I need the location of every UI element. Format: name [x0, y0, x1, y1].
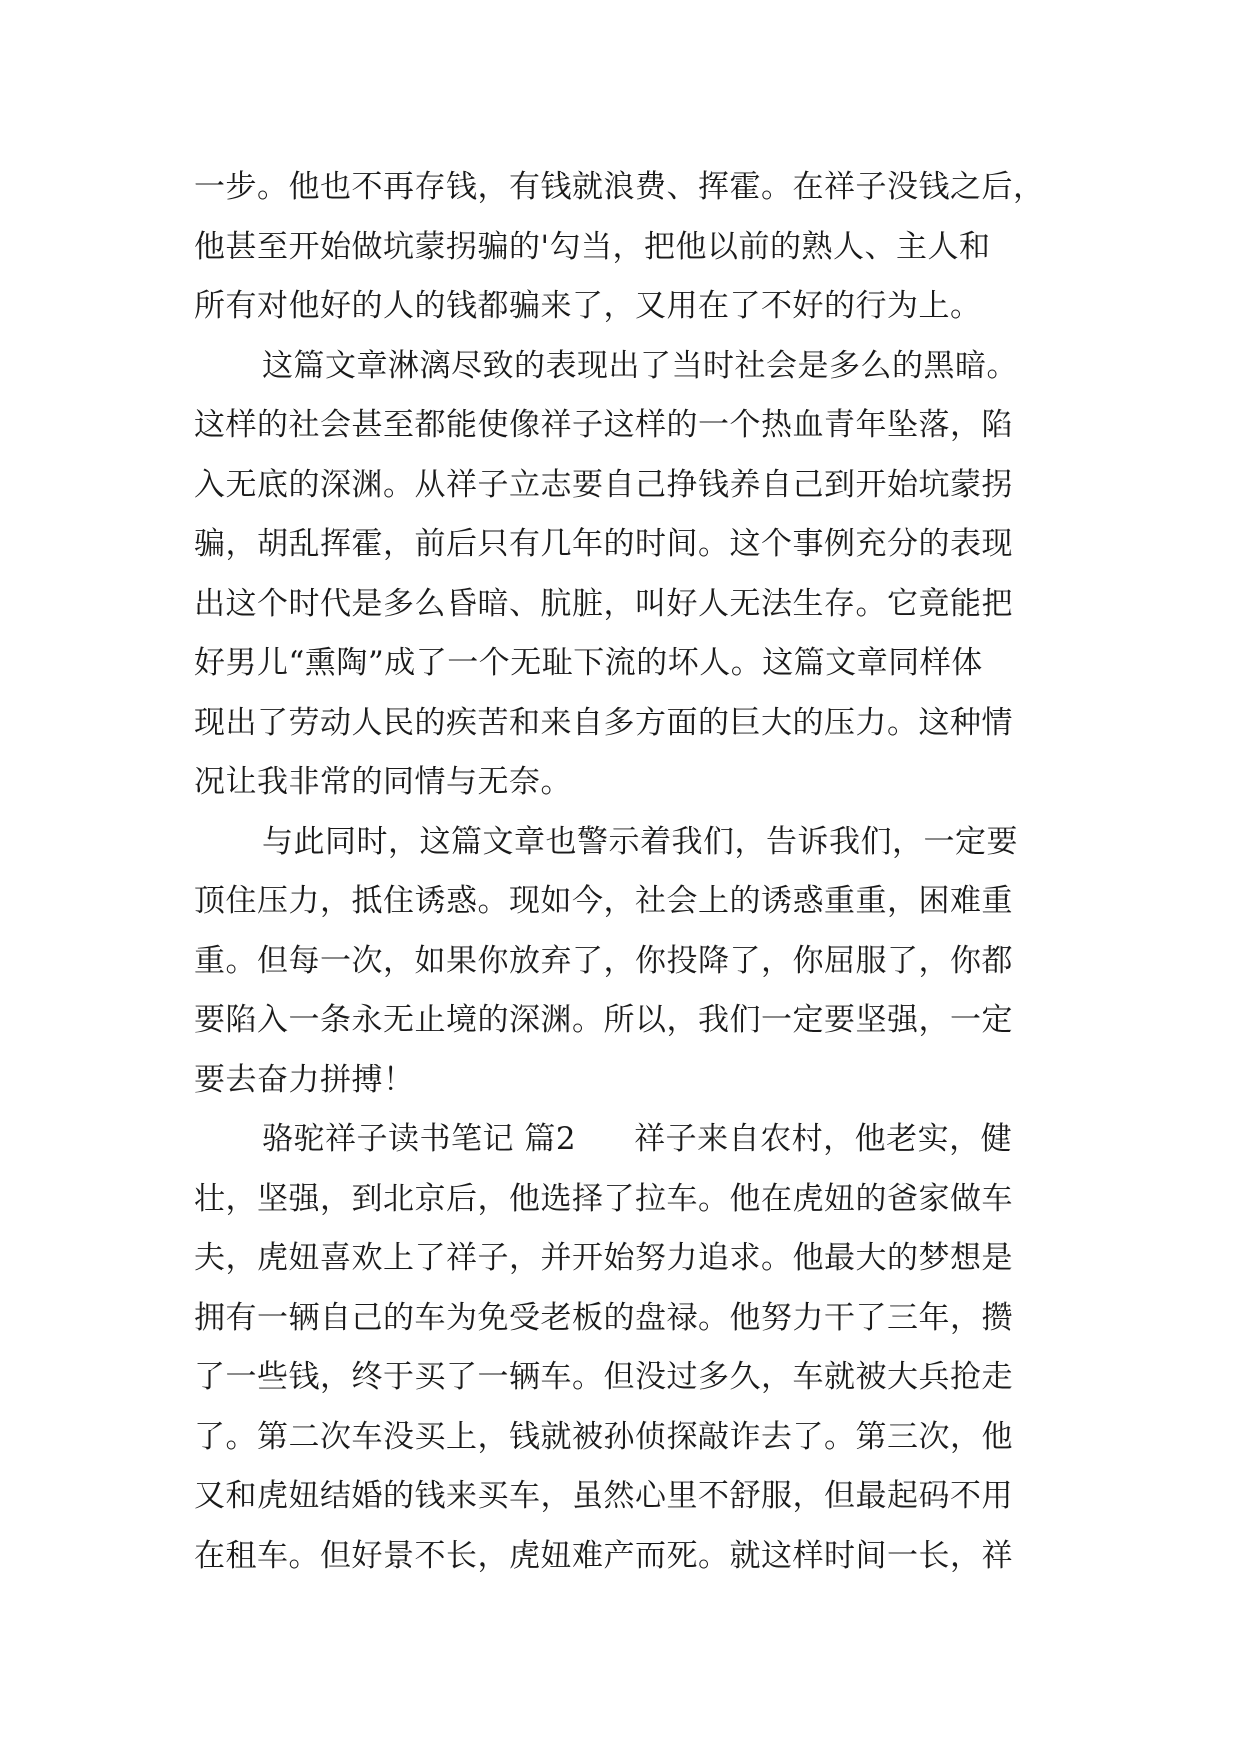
- body-text: [194, 158, 1054, 1586]
- text-line: 要陷入一条永无止境的深渊。所以，我们一定要坚强，一定: [194, 1002, 1013, 1038]
- text-line: 了一些钱，终于买了一辆车。但没过多久，车就被大兵抢走: [194, 1359, 1013, 1395]
- text-line: 拥有一辆自己的车为免受老板的盘禄。他努力干了三年，攒: [194, 1299, 1013, 1336]
- text-line: 所有对他好的人的钱都骗来了，又用在了不好的行为上。: [194, 288, 982, 324]
- text-line: 入无底的深渊。从祥子立志要自己挣钱养自己到开始坑蒙拐: [194, 466, 1013, 503]
- text-line: 顶住压力，抵住诱惑。现如今，社会上的诱惑重重，困难重: [194, 883, 1013, 919]
- section-heading-line: [194, 1110, 1054, 1170]
- text-line: 壮，坚强，到北京后，他选择了拉车。他在虎妞的爸家做车: [194, 1180, 1013, 1217]
- text-line: 况让我非常的同情与无奈。: [194, 764, 572, 800]
- text-line: 骗，胡乱挥霍，前后只有几年的时间。这个事例充分的表现: [194, 526, 1013, 562]
- text-line: 现出了劳动人民的疾苦和来自多方面的巨大的压力。这种情: [194, 704, 1013, 741]
- text-line: 好男儿“熏陶”成了一个无耻下流的坏人。这篇文章同样体: [194, 645, 983, 681]
- text-line: 重。但每一次，如果你放弃了，你投降了，你屈服了，你都: [194, 942, 1013, 979]
- text-line: 在租车。但好景不长，虎妞难产而死。就这样时间一长，祥: [194, 1537, 1013, 1574]
- paragraph-start-line: 与此同时，这篇文章也警示着我们，告诉我们，一定要: [262, 823, 1018, 860]
- text-line: 这样的社会甚至都能使像祥子这样的一个热血青年坠落，陷: [194, 407, 1013, 443]
- text-line: 一步。他也不再存钱，有钱就浪费、挥霍。在祥子没钱之后，: [194, 169, 1045, 205]
- section-first-text: 祥子来自农村，他老实，健: [634, 1121, 1013, 1157]
- section-title: 骆驼祥子读书笔记 篇2: [262, 1121, 577, 1157]
- text-line: 夫，虎妞喜欢上了祥子，并开始努力追求。他最大的梦想是: [194, 1240, 1013, 1276]
- text-line: 了。第二次车没买上，钱就被孙侦探敲诈去了。第三次，他: [194, 1418, 1013, 1455]
- text-line: 他甚至开始做坑蒙拐骗的'勾当，把他以前的熟人、主人和: [194, 228, 991, 265]
- paragraph-start-line: 这篇文章淋漓尽致的表现出了当时社会是多么的黑暗。: [262, 347, 1018, 384]
- text-line: 又和虎妞结婚的钱来买车，虽然心里不舒服，但最起码不用: [194, 1478, 1013, 1514]
- text-line: 要去奋力拼搏！: [194, 1061, 415, 1098]
- text-line: 出这个时代是多么昏暗、肮脏，叫好人无法生存。它竟能把: [194, 585, 1013, 622]
